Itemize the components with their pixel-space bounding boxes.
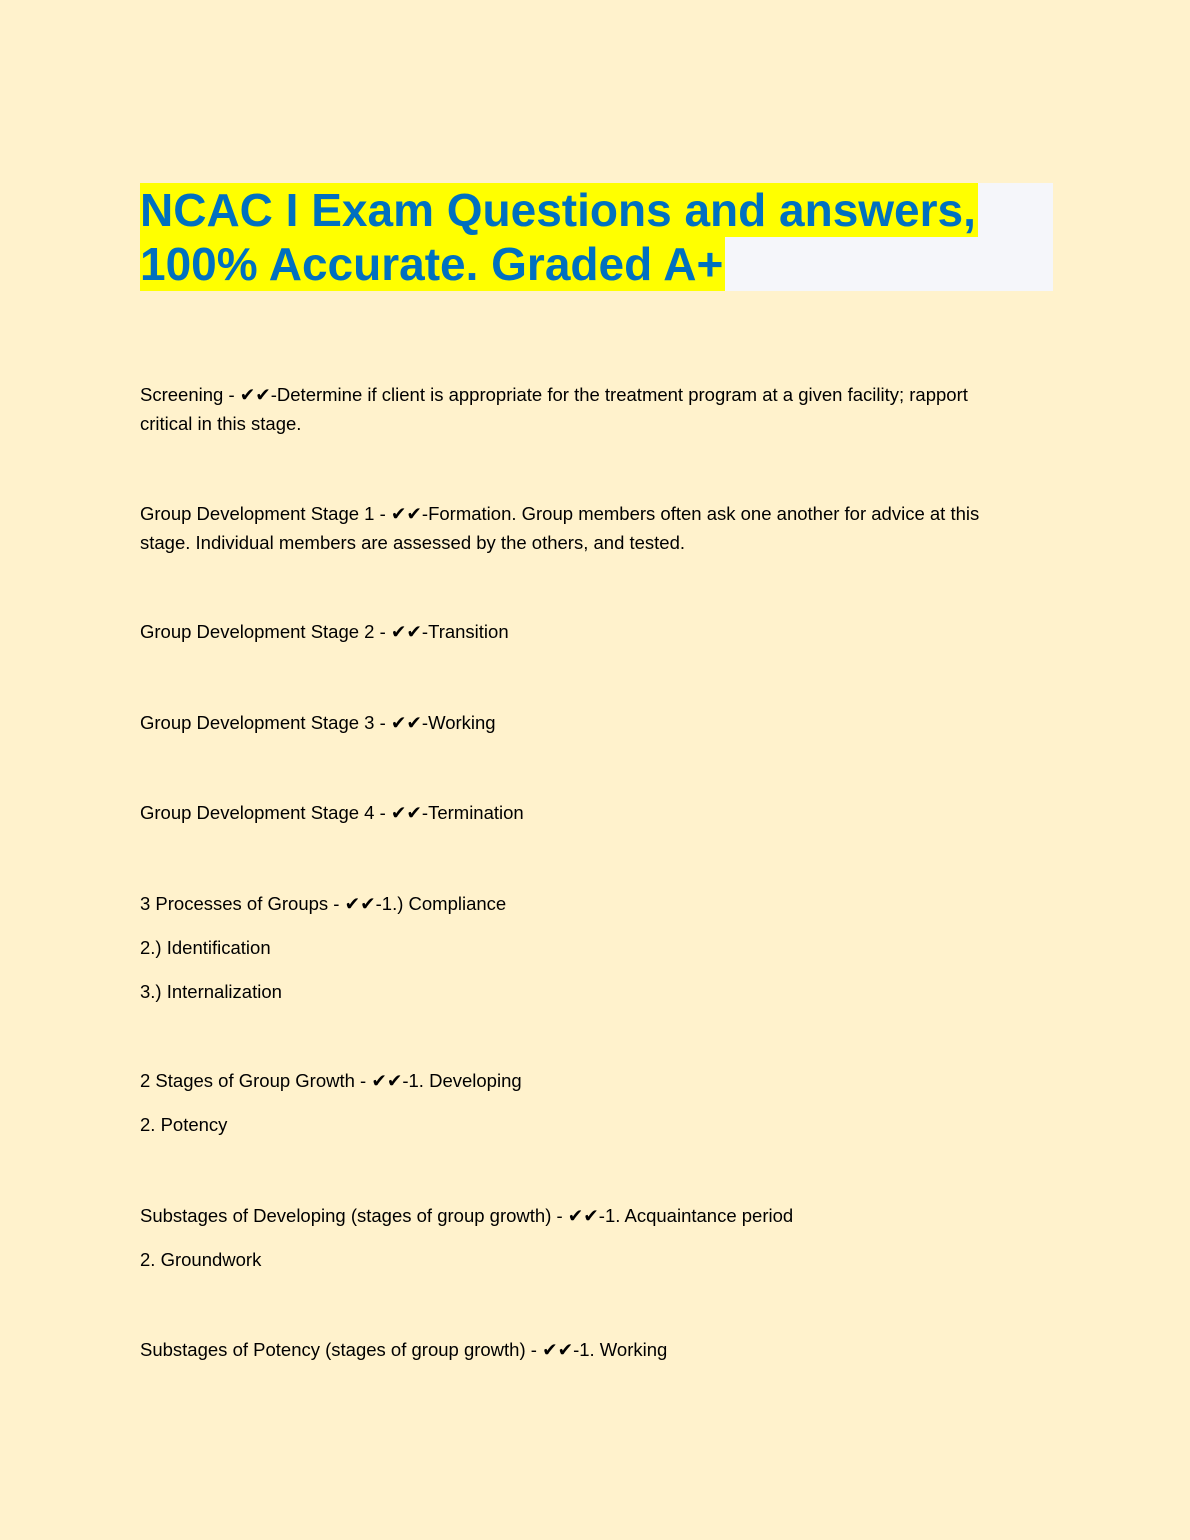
entry-text: Group Development Stage 2 - ✔✔-Transition xyxy=(140,621,509,642)
entry-text: Group Development Stage 1 - ✔✔-Formation. Group members often ask one another for advice at this xyxy=(140,503,980,524)
entry-text: 3 Processes of Groups - ✔✔-1.) Compliance xyxy=(140,893,507,914)
qa-entry-substages-potency xyxy=(140,1335,1050,1364)
title-line-2: 100% Accurate. Graded A+ xyxy=(140,238,724,290)
entry-list-item: 2. Groundwork xyxy=(140,1249,262,1270)
entry-text-continued: stage. Individual members are assessed by the others, and tested. xyxy=(140,532,686,553)
entry-text-continued: critical in this stage. xyxy=(140,413,302,434)
entry-list-item: 2.) Identification xyxy=(140,937,271,958)
entry-list-item: 2. Potency xyxy=(140,1114,228,1135)
entry-list-item: 3.) Internalization xyxy=(140,981,282,1002)
qa-entry-group-stage-1 xyxy=(140,499,1050,557)
entry-text: Substages of Potency (stages of group growth) - ✔✔-1. Working xyxy=(140,1339,668,1360)
qa-entry-stages-of-group-growth xyxy=(140,1066,1050,1139)
entry-text: 2 Stages of Group Growth - ✔✔-1. Developing xyxy=(140,1070,522,1091)
qa-entry-screening xyxy=(140,380,1050,438)
title-line-1: NCAC I Exam Questions and answers, xyxy=(140,184,976,236)
entry-text: Group Development Stage 3 - ✔✔-Working xyxy=(140,712,496,733)
qa-entry-processes-of-groups xyxy=(140,889,1050,1006)
entry-text: Substages of Developing (stages of group growth) - ✔✔-1. Acquaintance period xyxy=(140,1205,794,1226)
qa-entry-group-stage-2 xyxy=(140,617,1050,646)
entry-text: Screening - ✔✔-Determine if client is appropriate for the treatment program at a given facility; rapport xyxy=(140,384,968,405)
qa-entry-substages-developing xyxy=(140,1201,1050,1274)
entry-text: Group Development Stage 4 - ✔✔-Termination xyxy=(140,802,524,823)
qa-entry-group-stage-4 xyxy=(140,798,1050,827)
document-title xyxy=(140,183,1053,291)
qa-entry-group-stage-3 xyxy=(140,708,1050,737)
